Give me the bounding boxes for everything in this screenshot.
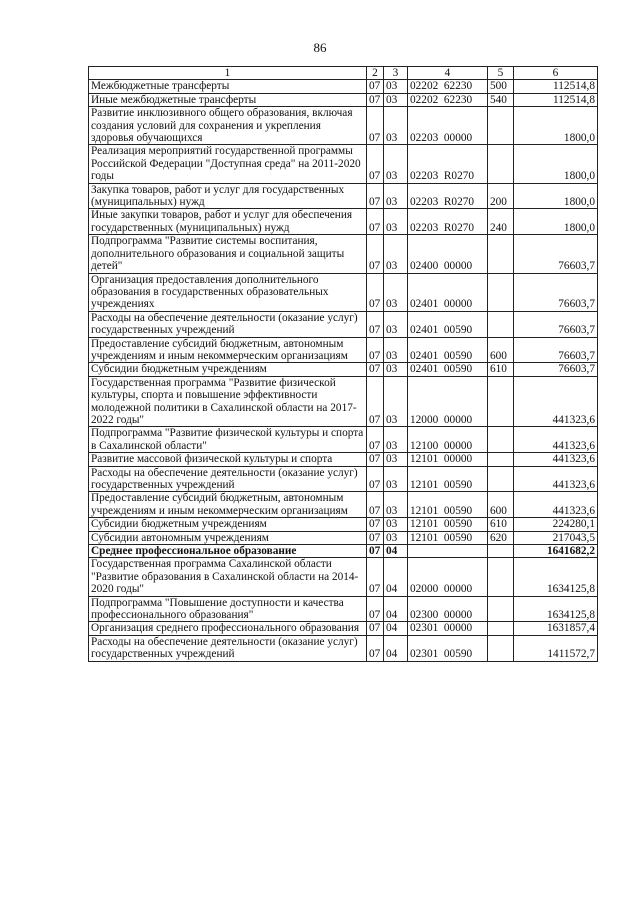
target-article-code: 02203 00000 [408, 107, 488, 145]
expense-type-code: 500 [488, 80, 514, 93]
subsection-code: 03 [384, 209, 408, 235]
section-code: 07 [367, 337, 384, 363]
target-article-code: 02203 R0270 [408, 145, 488, 183]
expense-type-code [488, 622, 514, 635]
table-row [89, 337, 598, 363]
target-article-code: 02300 00000 [408, 596, 488, 622]
header-cell: 4 [408, 67, 488, 80]
expense-type-code [488, 311, 514, 337]
section-code: 07 [367, 80, 384, 93]
target-article-code: 12101 00590 [408, 518, 488, 531]
item-name: Предоставление субсидий бюджетным, автономным учреждениям и иным некоммерческим организациям [89, 337, 367, 363]
table-row [89, 518, 598, 531]
section-code: 07 [367, 209, 384, 235]
table-row [89, 235, 598, 273]
expense-type-code: 600 [488, 492, 514, 518]
table-row [89, 376, 598, 427]
item-name: Подпрограмма "Повышение доступности и качества профессионального образования" [89, 596, 367, 622]
subsection-code: 03 [384, 363, 408, 376]
target-article-code: 02401 00590 [408, 363, 488, 376]
header-cell: 5 [488, 67, 514, 80]
expense-type-code [488, 376, 514, 427]
amount: 224280,1 [514, 518, 598, 531]
table-row [89, 209, 598, 235]
item-name: Субсидии бюджетным учреждениям [89, 363, 367, 376]
subsection-code: 03 [384, 466, 408, 492]
expense-type-code [488, 596, 514, 622]
table-row [89, 183, 598, 209]
item-name: Межбюджетные трансферты [89, 80, 367, 93]
subsection-code: 04 [384, 558, 408, 596]
target-article-code: 12101 00590 [408, 466, 488, 492]
section-code: 07 [367, 596, 384, 622]
expense-type-code: 240 [488, 209, 514, 235]
subsection-code: 03 [384, 427, 408, 453]
item-name: Субсидии автономным учреждениям [89, 531, 367, 544]
subsection-code: 03 [384, 145, 408, 183]
subsection-code: 03 [384, 183, 408, 209]
target-article-code: 12101 00590 [408, 531, 488, 544]
section-code: 07 [367, 273, 384, 311]
amount: 441323,6 [514, 453, 598, 466]
target-article-code: 12101 00590 [408, 492, 488, 518]
subsection-code: 03 [384, 93, 408, 106]
item-name: Расходы на обеспечение деятельности (оказание услуг) государственных учреждений [89, 311, 367, 337]
expense-type-code: 600 [488, 337, 514, 363]
item-name: Расходы на обеспечение деятельности (оказание услуг) государственных учреждений [89, 635, 367, 661]
table-row [89, 453, 598, 466]
table-row [89, 635, 598, 661]
section-code: 07 [367, 363, 384, 376]
subsection-code: 03 [384, 273, 408, 311]
expense-type-code [488, 107, 514, 145]
header-cell: 6 [514, 67, 598, 80]
amount: 112514,8 [514, 80, 598, 93]
amount: 441323,6 [514, 427, 598, 453]
table-row [89, 427, 598, 453]
section-code: 07 [367, 622, 384, 635]
page-number: 86 [313, 40, 327, 55]
table-row [89, 311, 598, 337]
item-name: Подпрограмма "Развитие физической культуры и спорта в Сахалинской области" [89, 427, 367, 453]
expense-type-code [488, 453, 514, 466]
subsection-code: 03 [384, 531, 408, 544]
item-name: Реализация мероприятий государственной программы Российской Федерации "Доступная среда" на 2011-2020 годы [89, 145, 367, 183]
section-code: 07 [367, 376, 384, 427]
table-row [89, 273, 598, 311]
header-cell: 1 [89, 67, 367, 80]
item-name: Организация предоставления дополнительного образования в государственных образовательных учреждениях [89, 273, 367, 311]
section-code: 07 [367, 492, 384, 518]
item-name: Развитие массовой физической культуры и спорта [89, 453, 367, 466]
item-name: Расходы на обеспечение деятельности (оказание услуг) государственных учреждений [89, 466, 367, 492]
expense-type-code [488, 427, 514, 453]
section-code: 07 [367, 518, 384, 531]
target-article-code [408, 545, 488, 558]
amount: 217043,5 [514, 531, 598, 544]
table-row [89, 596, 598, 622]
expense-type-code [488, 635, 514, 661]
item-name: Иные межбюджетные трансферты [89, 93, 367, 106]
subsection-code: 03 [384, 235, 408, 273]
item-name: Развитие инклюзивного общего образования, включая создания условий для сохранения и укрепления здоровья обучающихся [89, 107, 367, 145]
target-article-code: 02400 00000 [408, 235, 488, 273]
target-article-code: 02301 00590 [408, 635, 488, 661]
table-row [89, 145, 598, 183]
amount: 1800,0 [514, 209, 598, 235]
item-name: Субсидии бюджетным учреждениям [89, 518, 367, 531]
amount: 441323,6 [514, 376, 598, 427]
amount: 1634125,8 [514, 596, 598, 622]
target-article-code: 02202 62230 [408, 93, 488, 106]
section-code: 07 [367, 311, 384, 337]
target-article-code: 12000 00000 [408, 376, 488, 427]
subsection-code: 03 [384, 376, 408, 427]
amount: 1641682,2 [514, 545, 598, 558]
section-code: 07 [367, 183, 384, 209]
section-code: 07 [367, 453, 384, 466]
section-code: 07 [367, 107, 384, 145]
section-code: 07 [367, 635, 384, 661]
amount: 1800,0 [514, 145, 598, 183]
subsection-code: 03 [384, 453, 408, 466]
subsection-code: 04 [384, 596, 408, 622]
expense-type-code: 610 [488, 518, 514, 531]
amount: 76603,7 [514, 235, 598, 273]
target-article-code: 02301 00000 [408, 622, 488, 635]
expense-type-code [488, 545, 514, 558]
table-row [89, 107, 598, 145]
amount: 76603,7 [514, 311, 598, 337]
subsection-code: 03 [384, 492, 408, 518]
table-row [89, 558, 598, 596]
table-row [89, 531, 598, 544]
target-article-code: 02401 00590 [408, 337, 488, 363]
amount: 76603,7 [514, 273, 598, 311]
section-code: 07 [367, 466, 384, 492]
item-name: Государственная программа Сахалинской области "Развитие образования в Сахалинской области на 2014-2020 годы" [89, 558, 367, 596]
item-name: Предоставление субсидий бюджетным, автономным учреждениям и иным некоммерческим организациям [89, 492, 367, 518]
amount: 441323,6 [514, 492, 598, 518]
expense-type-code [488, 273, 514, 311]
amount: 112514,8 [514, 93, 598, 106]
subsection-code: 03 [384, 518, 408, 531]
table-row [89, 622, 598, 635]
target-article-code: 02202 62230 [408, 80, 488, 93]
table-row [89, 545, 598, 558]
budget-table [88, 66, 598, 662]
amount: 441323,6 [514, 466, 598, 492]
expense-type-code: 200 [488, 183, 514, 209]
subsection-code: 03 [384, 107, 408, 145]
item-name: Подпрограмма "Развитие системы воспитания, дополнительного образования и социальной защиты детей" [89, 235, 367, 273]
target-article-code: 12101 00000 [408, 453, 488, 466]
subsection-code: 03 [384, 80, 408, 93]
subsection-code: 04 [384, 622, 408, 635]
item-name: Государственная программа "Развитие физической культуры, спорта и повышение эффективности молодежной политики в Сахалинской области на 2017-2022 годы" [89, 376, 367, 427]
subsection-code: 03 [384, 337, 408, 363]
amount: 1634125,8 [514, 558, 598, 596]
section-code: 07 [367, 235, 384, 273]
section-code: 07 [367, 545, 384, 558]
target-article-code: 02203 R0270 [408, 183, 488, 209]
amount: 1631857,4 [514, 622, 598, 635]
section-code: 07 [367, 427, 384, 453]
expense-type-code: 540 [488, 93, 514, 106]
expense-type-code [488, 145, 514, 183]
subsection-code: 04 [384, 545, 408, 558]
table-row [89, 492, 598, 518]
item-name: Иные закупки товаров, работ и услуг для обеспечения государственных (муниципальных) нужд [89, 209, 367, 235]
item-name: Среднее профессиональное образование [89, 545, 367, 558]
target-article-code: 02401 00000 [408, 273, 488, 311]
item-name: Организация среднего профессионального образования [89, 622, 367, 635]
target-article-code: 02401 00590 [408, 311, 488, 337]
expense-type-code [488, 466, 514, 492]
amount: 1411572,7 [514, 635, 598, 661]
header-cell: 2 [367, 67, 384, 80]
target-article-code: 12100 00000 [408, 427, 488, 453]
amount: 1800,0 [514, 183, 598, 209]
section-code: 07 [367, 145, 384, 183]
table-row [89, 80, 598, 93]
table-row [89, 466, 598, 492]
expense-type-code [488, 235, 514, 273]
section-code: 07 [367, 531, 384, 544]
amount: 76603,7 [514, 337, 598, 363]
amount: 76603,7 [514, 363, 598, 376]
target-article-code: 02000 00000 [408, 558, 488, 596]
table-header-row [89, 67, 598, 80]
expense-type-code: 620 [488, 531, 514, 544]
subsection-code: 03 [384, 311, 408, 337]
table-row [89, 363, 598, 376]
table-row [89, 93, 598, 106]
header-cell: 3 [384, 67, 408, 80]
expense-type-code: 610 [488, 363, 514, 376]
target-article-code: 02203 R0270 [408, 209, 488, 235]
item-name: Закупка товаров, работ и услуг для государственных (муниципальных) нужд [89, 183, 367, 209]
section-code: 07 [367, 558, 384, 596]
expense-type-code [488, 558, 514, 596]
section-code: 07 [367, 93, 384, 106]
subsection-code: 04 [384, 635, 408, 661]
amount: 1800,0 [514, 107, 598, 145]
